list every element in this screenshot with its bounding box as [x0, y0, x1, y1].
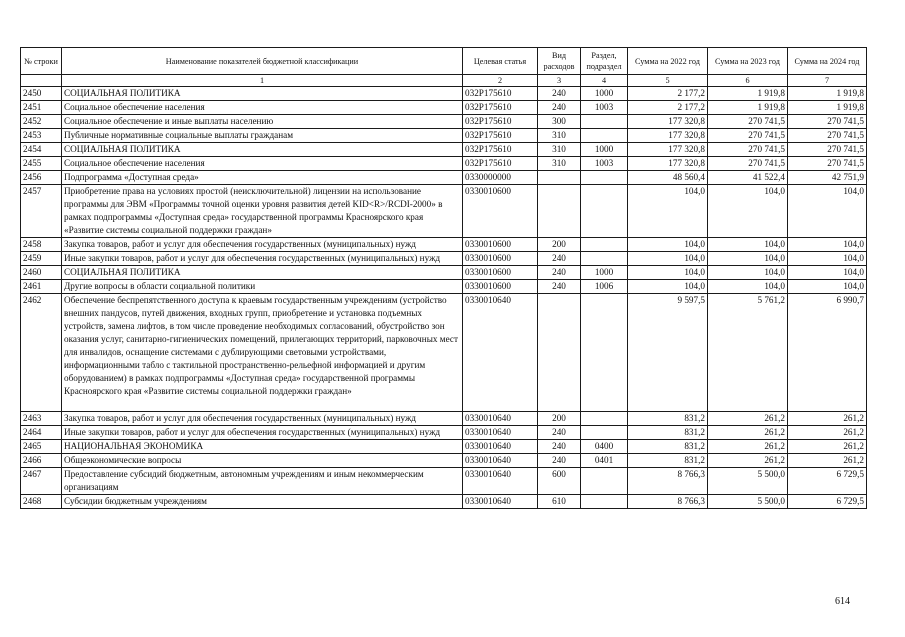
row-sum-2024: 6 990,7	[788, 294, 867, 412]
row-sum-2023: 1 919,8	[708, 87, 788, 101]
row-section: 1006	[581, 280, 628, 294]
row-section	[581, 468, 628, 495]
row-target-article: 0330010600	[463, 252, 538, 266]
row-target-article: 032P175610	[463, 129, 538, 143]
row-sum-2022: 8 766,3	[628, 468, 708, 495]
table-row	[21, 495, 867, 509]
col-number: 5	[628, 75, 708, 87]
row-target-article: 0330010600	[463, 238, 538, 252]
row-number: 2450	[21, 87, 62, 101]
row-name: Субсидии бюджетным учреждениям	[62, 495, 463, 509]
row-section	[581, 412, 628, 426]
row-expense-type: 310	[538, 157, 581, 171]
row-target-article: 0330010640	[463, 440, 538, 454]
row-number: 2453	[21, 129, 62, 143]
row-name: Социальное обеспечение и иные выплаты населению	[62, 115, 463, 129]
row-number: 2468	[21, 495, 62, 509]
row-target-article: 032P175610	[463, 87, 538, 101]
col-number-blank	[21, 75, 62, 87]
row-sum-2023: 104,0	[708, 238, 788, 252]
col-number: 6	[708, 75, 788, 87]
row-name: Социальное обеспечение населения	[62, 157, 463, 171]
row-sum-2023: 104,0	[708, 252, 788, 266]
table-row	[21, 454, 867, 468]
row-sum-2024: 270 741,5	[788, 129, 867, 143]
row-sum-2022: 2 177,2	[628, 87, 708, 101]
row-expense-type: 240	[538, 280, 581, 294]
row-target-article: 032P175610	[463, 101, 538, 115]
col-number: 2	[463, 75, 538, 87]
col-number: 3	[538, 75, 581, 87]
row-section: 0401	[581, 454, 628, 468]
row-sum-2022: 831,2	[628, 412, 708, 426]
row-sum-2024: 261,2	[788, 412, 867, 426]
row-sum-2022: 177 320,8	[628, 143, 708, 157]
row-sum-2024: 104,0	[788, 266, 867, 280]
row-expense-type	[538, 294, 581, 412]
budget-table	[20, 47, 867, 509]
row-target-article: 0330010600	[463, 280, 538, 294]
row-sum-2022: 831,2	[628, 454, 708, 468]
table-row	[21, 468, 867, 495]
row-sum-2024: 6 729,5	[788, 495, 867, 509]
row-expense-type: 200	[538, 412, 581, 426]
row-sum-2024: 104,0	[788, 238, 867, 252]
row-expense-type: 610	[538, 495, 581, 509]
row-section	[581, 171, 628, 185]
row-target-article: 0330010600	[463, 266, 538, 280]
row-number: 2462	[21, 294, 62, 412]
row-expense-type: 300	[538, 115, 581, 129]
table-row	[21, 426, 867, 440]
col-number: 4	[581, 75, 628, 87]
table-row	[21, 238, 867, 252]
row-section: 1000	[581, 143, 628, 157]
table-row	[21, 115, 867, 129]
page-number: 614	[835, 596, 850, 607]
row-section: 1000	[581, 266, 628, 280]
row-sum-2024: 6 729,5	[788, 468, 867, 495]
table-row	[21, 294, 867, 412]
row-name: Обеспечение беспрепятственного доступа к краевым государственным учреждениям (устройство внешних пандусов, путей движения, входных групп, приобретение и установка подъемных устройств, замена лифтов, в том числе проведение необходимых согласований, обустройство зон оказания услуг, санитарно-гигиенических помещений, прилегающих территорий, парковочных мест для инвалидов, оснащение системами с дублирующими световыми устройствами, информационными табло с тактильной пространственно-рельефной информацией и другим оборудованием) в рамках подпрограммы «Доступная среда» государственной программы Красноярского края «Развитие системы социальной поддержки граждан»	[62, 294, 463, 412]
row-sum-2022: 48 560,4	[628, 171, 708, 185]
row-section	[581, 495, 628, 509]
row-section: 1000	[581, 87, 628, 101]
row-sum-2022: 177 320,8	[628, 129, 708, 143]
row-name: СОЦИАЛЬНАЯ ПОЛИТИКА	[62, 143, 463, 157]
row-name: СОЦИАЛЬНАЯ ПОЛИТИКА	[62, 266, 463, 280]
row-section	[581, 115, 628, 129]
row-sum-2024: 270 741,5	[788, 143, 867, 157]
row-number: 2467	[21, 468, 62, 495]
column-numbers-row	[21, 75, 867, 87]
row-number: 2455	[21, 157, 62, 171]
table-body	[21, 87, 867, 509]
row-expense-type: 240	[538, 440, 581, 454]
col-number: 1	[62, 75, 463, 87]
table-row	[21, 252, 867, 266]
row-expense-type: 240	[538, 252, 581, 266]
row-sum-2023: 270 741,5	[708, 129, 788, 143]
row-name: НАЦИОНАЛЬНАЯ ЭКОНОМИКА	[62, 440, 463, 454]
row-number: 2452	[21, 115, 62, 129]
header-sum-2022: Сумма на 2022 год	[628, 48, 708, 75]
row-name: Социальное обеспечение населения	[62, 101, 463, 115]
table-row	[21, 157, 867, 171]
row-sum-2023: 104,0	[708, 185, 788, 238]
row-sum-2023: 270 741,5	[708, 157, 788, 171]
row-sum-2022: 104,0	[628, 252, 708, 266]
row-number: 2463	[21, 412, 62, 426]
row-expense-type	[538, 171, 581, 185]
row-target-article: 032P175610	[463, 143, 538, 157]
row-target-article: 032P175610	[463, 157, 538, 171]
row-expense-type: 240	[538, 101, 581, 115]
row-name: Иные закупки товаров, работ и услуг для обеспечения государственных (муниципальных) нужд	[62, 252, 463, 266]
row-name: СОЦИАЛЬНАЯ ПОЛИТИКА	[62, 87, 463, 101]
row-sum-2023: 261,2	[708, 440, 788, 454]
table-row	[21, 87, 867, 101]
row-sum-2024: 1 919,8	[788, 87, 867, 101]
row-name: Подпрограмма «Доступная среда»	[62, 171, 463, 185]
row-expense-type: 240	[538, 87, 581, 101]
header-exp-type: Вид расходов	[538, 48, 581, 75]
row-expense-type: 240	[538, 266, 581, 280]
row-number: 2465	[21, 440, 62, 454]
table-row	[21, 101, 867, 115]
row-name: Публичные нормативные социальные выплаты гражданам	[62, 129, 463, 143]
row-sum-2024: 261,2	[788, 426, 867, 440]
row-expense-type: 240	[538, 454, 581, 468]
header-name: Наименование показателей бюджетной классификации	[62, 48, 463, 75]
row-target-article: 0330010640	[463, 454, 538, 468]
row-expense-type	[538, 185, 581, 238]
row-sum-2024: 42 751,9	[788, 171, 867, 185]
row-sum-2024: 104,0	[788, 280, 867, 294]
row-sum-2022: 177 320,8	[628, 157, 708, 171]
row-section: 0400	[581, 440, 628, 454]
header-section: Раздел, подраздел	[581, 48, 628, 75]
row-name: Иные закупки товаров, работ и услуг для обеспечения государственных (муниципальных) нужд	[62, 426, 463, 440]
row-sum-2022: 104,0	[628, 280, 708, 294]
table-header	[21, 48, 867, 87]
row-section	[581, 129, 628, 143]
row-expense-type: 310	[538, 143, 581, 157]
row-name: Предоставление субсидий бюджетным, автономным учреждениям и иным некоммерческим организациям	[62, 468, 463, 495]
row-name: Закупка товаров, работ и услуг для обеспечения государственных (муниципальных) нужд	[62, 412, 463, 426]
row-target-article: 032P175610	[463, 115, 538, 129]
row-section: 1003	[581, 157, 628, 171]
row-sum-2022: 104,0	[628, 185, 708, 238]
row-sum-2023: 5 500,0	[708, 495, 788, 509]
row-section	[581, 185, 628, 238]
header-sum-2024: Сумма на 2024 год	[788, 48, 867, 75]
row-section	[581, 238, 628, 252]
row-number: 2454	[21, 143, 62, 157]
row-target-article: 0330010640	[463, 426, 538, 440]
row-number: 2458	[21, 238, 62, 252]
row-number: 2466	[21, 454, 62, 468]
row-expense-type: 240	[538, 426, 581, 440]
row-sum-2023: 104,0	[708, 280, 788, 294]
row-sum-2023: 261,2	[708, 412, 788, 426]
row-target-article: 0330010640	[463, 495, 538, 509]
row-sum-2023: 270 741,5	[708, 115, 788, 129]
table-row	[21, 412, 867, 426]
row-expense-type: 200	[538, 238, 581, 252]
row-sum-2023: 270 741,5	[708, 143, 788, 157]
row-number: 2460	[21, 266, 62, 280]
row-target-article: 0330010640	[463, 468, 538, 495]
row-sum-2023: 1 919,8	[708, 101, 788, 115]
row-sum-2022: 8 766,3	[628, 495, 708, 509]
row-sum-2022: 831,2	[628, 440, 708, 454]
row-sum-2023: 5 761,2	[708, 294, 788, 412]
row-sum-2023: 41 522,4	[708, 171, 788, 185]
header-sum-2023: Сумма на 2023 год	[708, 48, 788, 75]
row-sum-2022: 177 320,8	[628, 115, 708, 129]
row-sum-2024: 270 741,5	[788, 115, 867, 129]
table-row	[21, 185, 867, 238]
row-sum-2022: 104,0	[628, 238, 708, 252]
row-section	[581, 294, 628, 412]
row-section	[581, 426, 628, 440]
row-number: 2461	[21, 280, 62, 294]
row-target-article: 0330010640	[463, 412, 538, 426]
row-sum-2023: 104,0	[708, 266, 788, 280]
row-sum-2024: 261,2	[788, 454, 867, 468]
row-sum-2022: 9 597,5	[628, 294, 708, 412]
row-expense-type: 310	[538, 129, 581, 143]
table-row	[21, 280, 867, 294]
row-name: Общеэкономические вопросы	[62, 454, 463, 468]
row-number: 2451	[21, 101, 62, 115]
row-sum-2024: 104,0	[788, 252, 867, 266]
row-number: 2457	[21, 185, 62, 238]
row-number: 2456	[21, 171, 62, 185]
row-sum-2024: 270 741,5	[788, 157, 867, 171]
row-sum-2024: 261,2	[788, 440, 867, 454]
row-target-article: 0330000000	[463, 171, 538, 185]
row-sum-2023: 5 500,0	[708, 468, 788, 495]
row-target-article: 0330010600	[463, 185, 538, 238]
table-row	[21, 143, 867, 157]
row-sum-2024: 104,0	[788, 185, 867, 238]
row-target-article: 0330010640	[463, 294, 538, 412]
row-expense-type: 600	[538, 468, 581, 495]
row-number: 2464	[21, 426, 62, 440]
row-sum-2024: 1 919,8	[788, 101, 867, 115]
header-row-no: № строки	[21, 48, 62, 75]
row-sum-2023: 261,2	[708, 454, 788, 468]
table-row	[21, 129, 867, 143]
table-row	[21, 171, 867, 185]
header-target: Целевая статья	[463, 48, 538, 75]
row-name: Закупка товаров, работ и услуг для обеспечения государственных (муниципальных) нужд	[62, 238, 463, 252]
row-sum-2023: 261,2	[708, 426, 788, 440]
row-name: Другие вопросы в области социальной политики	[62, 280, 463, 294]
row-sum-2022: 831,2	[628, 426, 708, 440]
row-sum-2022: 2 177,2	[628, 101, 708, 115]
table-row	[21, 266, 867, 280]
row-section	[581, 252, 628, 266]
row-name: Приобретение права на условиях простой (неисключительной) лицензии на использование программы для ЭВМ «Программы точной оценки уровня развития детей KID<R>/RCDI-2000» в рамках подпрограммы «Доступная среда» государственной программы Красноярского края «Развитие системы социальной поддержки граждан»	[62, 185, 463, 238]
col-number: 7	[788, 75, 867, 87]
row-sum-2022: 104,0	[628, 266, 708, 280]
table-row	[21, 440, 867, 454]
row-number: 2459	[21, 252, 62, 266]
row-section: 1003	[581, 101, 628, 115]
